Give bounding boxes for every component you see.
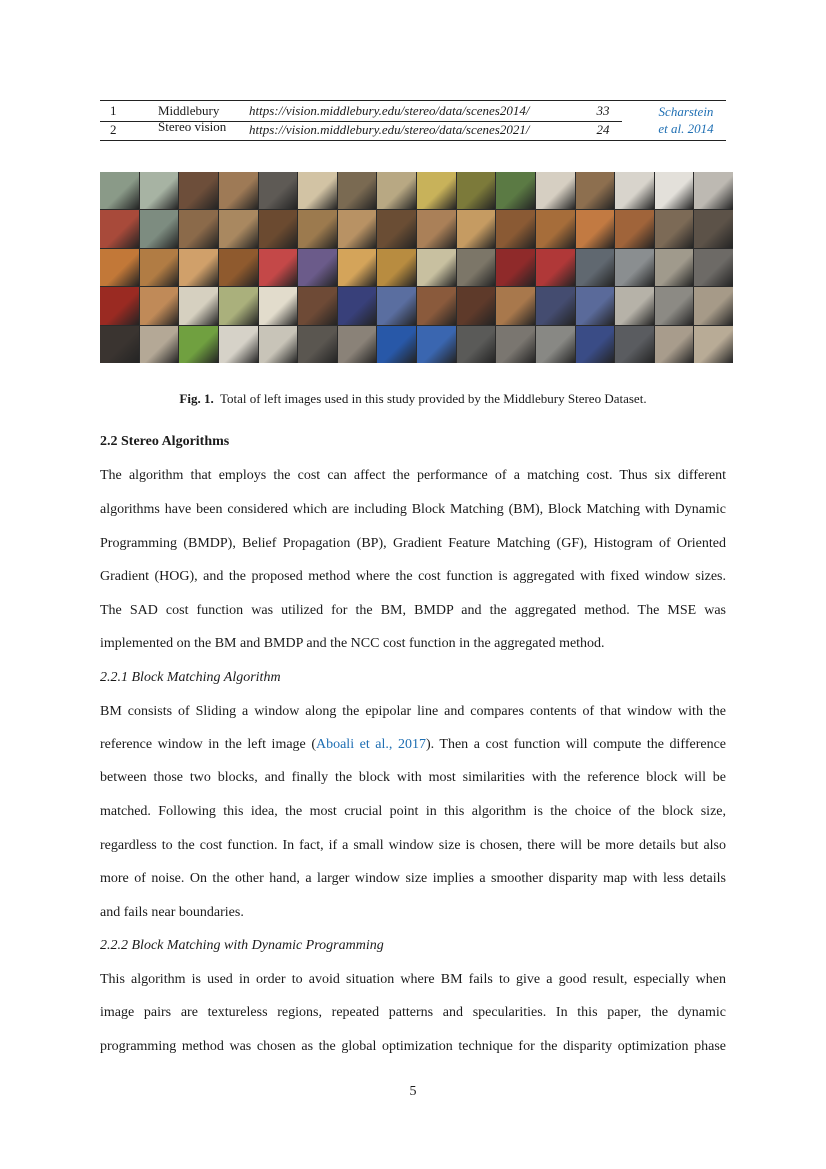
paragraph-2-line-5: regardless to the cost function. In fact, if a small window size is chosen, there will be more details but also — [100, 838, 726, 853]
middlebury-image-mosaic — [100, 172, 733, 363]
mosaic-tile — [417, 210, 456, 247]
mosaic-tile — [576, 210, 615, 247]
mosaic-tile — [100, 326, 139, 363]
paragraph-3-line-1: This algorithm is used in order to avoid situation where BM fails to give a good result, especially when — [100, 972, 726, 987]
mosaic-tile — [576, 287, 615, 324]
figure-label: Fig. 1. — [179, 391, 214, 406]
mosaic-tile — [655, 210, 694, 247]
mosaic-tile — [694, 172, 733, 209]
reference-line-1: Scharstein — [658, 104, 714, 119]
table-row-2-count: 24 — [596, 122, 610, 137]
table-row-2-url[interactable]: https://vision.middlebury.edu/stereo/data/scenes2021/ — [249, 122, 530, 137]
citation-link[interactable]: Aboali et al., 2017 — [315, 737, 426, 752]
mosaic-tile — [298, 287, 337, 324]
mosaic-tile — [536, 172, 575, 209]
paragraph-1-line-3: Programming (BMDP), Belief Propagation (BP), Gradient Feature Matching (GF), Histogram of Oriented — [100, 536, 726, 551]
mosaic-tile — [179, 287, 218, 324]
mosaic-tile — [179, 249, 218, 286]
paragraph-2-line-2-start: reference window in the left image ( — [100, 737, 316, 752]
mosaic-tile — [377, 210, 416, 247]
mosaic-tile — [259, 326, 298, 363]
mosaic-tile — [298, 210, 337, 247]
paragraph-1-line-6: implemented on the BM and BMDP and the NCC cost function in the aggregated method. — [100, 636, 605, 651]
mosaic-tile — [140, 326, 179, 363]
mosaic-tile — [140, 172, 179, 209]
table-row-1-dataset: Middlebury — [158, 103, 220, 118]
mosaic-tile — [536, 287, 575, 324]
mosaic-tile — [377, 326, 416, 363]
mosaic-tile — [615, 210, 654, 247]
mosaic-tile — [100, 287, 139, 324]
paragraph-1-line-5: The SAD cost function was utilized for the BM, BMDP and the aggregated method. The MSE was — [100, 603, 726, 618]
mosaic-tile — [457, 287, 496, 324]
paragraph-3-line-2: image pairs are textureless regions, repeated patterns and specularities. In this paper, the dynamic — [100, 1005, 726, 1020]
mosaic-tile — [259, 287, 298, 324]
mosaic-tile — [536, 326, 575, 363]
table-reference-link[interactable] — [646, 103, 726, 137]
mosaic-tile — [576, 249, 615, 286]
mosaic-tile — [496, 249, 535, 286]
table-row-2-dataset: Stereo vision — [158, 119, 227, 134]
mosaic-tile — [536, 249, 575, 286]
figure-caption — [0, 391, 826, 407]
mosaic-tile — [694, 326, 733, 363]
mosaic-tile — [259, 249, 298, 286]
mosaic-tile — [377, 287, 416, 324]
reference-line-2: et al. 2014 — [658, 121, 714, 136]
mosaic-tile — [179, 326, 218, 363]
mosaic-tile — [219, 172, 258, 209]
mosaic-tile — [377, 249, 416, 286]
table-row-1-number: 1 — [110, 103, 117, 118]
table-row-1-url[interactable]: https://vision.middlebury.edu/stereo/data/scenes2014/ — [249, 103, 530, 118]
mosaic-tile — [179, 172, 218, 209]
mosaic-tile — [496, 326, 535, 363]
mosaic-tile — [377, 172, 416, 209]
figure-caption-text: Total of left images used in this study provided by the Middlebury Stereo Dataset. — [220, 391, 647, 406]
mosaic-tile — [219, 287, 258, 324]
mosaic-tile — [615, 249, 654, 286]
mosaic-tile — [615, 326, 654, 363]
mosaic-tile — [140, 287, 179, 324]
page-number: 5 — [409, 1084, 417, 1099]
paragraph-3-line-3: programming method was chosen as the global optimization technique for the disparity optimization phase — [100, 1039, 726, 1054]
mosaic-tile — [298, 172, 337, 209]
paragraph-1-line-4: Gradient (HOG), and the proposed method where the cost function is aggregated with fixed window sizes. — [100, 569, 726, 584]
mosaic-tile — [338, 172, 377, 209]
mosaic-tile — [655, 287, 694, 324]
mosaic-tile — [219, 210, 258, 247]
mosaic-tile — [100, 210, 139, 247]
subsection-2-heading: 2.2.2 Block Matching with Dynamic Programming — [100, 938, 384, 953]
mosaic-tile — [338, 210, 377, 247]
mosaic-tile — [576, 172, 615, 209]
mosaic-tile — [536, 210, 575, 247]
paragraph-2-line-1: BM consists of Sliding a window along the epipolar line and compares contents of that window with the — [100, 704, 726, 719]
mosaic-tile — [298, 249, 337, 286]
paragraph-2-line-3: between those two blocks, and finally the block with most similarities with the reference block will be — [100, 770, 726, 785]
mosaic-tile — [694, 210, 733, 247]
mosaic-tile — [417, 249, 456, 286]
mosaic-tile — [100, 249, 139, 286]
paragraph-2-line-6: more of noise. On the other hand, a larger window size implies a smoother disparity map with less details — [100, 871, 726, 886]
mosaic-tile — [694, 287, 733, 324]
mosaic-tile — [219, 326, 258, 363]
mosaic-tile — [140, 210, 179, 247]
mosaic-tile — [298, 326, 337, 363]
mosaic-tile — [417, 287, 456, 324]
table-bottom-rule — [100, 140, 726, 141]
mosaic-tile — [457, 326, 496, 363]
mosaic-tile — [615, 172, 654, 209]
mosaic-tile — [100, 172, 139, 209]
mosaic-tile — [140, 249, 179, 286]
mosaic-tile — [417, 172, 456, 209]
subsection-1-heading: 2.2.1 Block Matching Algorithm — [100, 670, 281, 685]
paragraph-1-line-2: algorithms have been considered which are including Block Matching (BM), Block Matching with Dynamic — [100, 502, 726, 517]
mosaic-tile — [259, 172, 298, 209]
mosaic-tile — [338, 326, 377, 363]
table-row-2-number: 2 — [110, 122, 117, 137]
section-heading: 2.2 Stereo Algorithms — [100, 434, 230, 449]
paragraph-2-line-4: matched. Following this idea, the most crucial point in this algorithm is the choice of the block size, — [100, 804, 726, 819]
mosaic-tile — [457, 249, 496, 286]
mosaic-tile — [457, 210, 496, 247]
mosaic-tile — [338, 287, 377, 324]
mosaic-tile — [576, 326, 615, 363]
mosaic-tile — [496, 210, 535, 247]
mosaic-tile — [457, 172, 496, 209]
paragraph-2-line-7: and fails near boundaries. — [100, 905, 244, 920]
table-top-rule — [100, 100, 726, 101]
paragraph-1-line-1: The algorithm that employs the cost can affect the performance of a matching cost. Thus six different — [100, 468, 726, 483]
mosaic-tile — [615, 287, 654, 324]
mosaic-tile — [694, 249, 733, 286]
mosaic-tile — [338, 249, 377, 286]
mosaic-tile — [179, 210, 218, 247]
mosaic-tile — [219, 249, 258, 286]
paragraph-2-line-2-end: ). Then a cost function will compute the difference — [425, 737, 727, 752]
mosaic-tile — [417, 326, 456, 363]
mosaic-tile — [655, 172, 694, 209]
table-row-1-count: 33 — [596, 103, 610, 118]
paragraph-2-line-2 — [100, 737, 726, 753]
mosaic-tile — [259, 210, 298, 247]
mosaic-tile — [496, 172, 535, 209]
mosaic-tile — [655, 249, 694, 286]
mosaic-tile — [655, 326, 694, 363]
mosaic-tile — [496, 287, 535, 324]
